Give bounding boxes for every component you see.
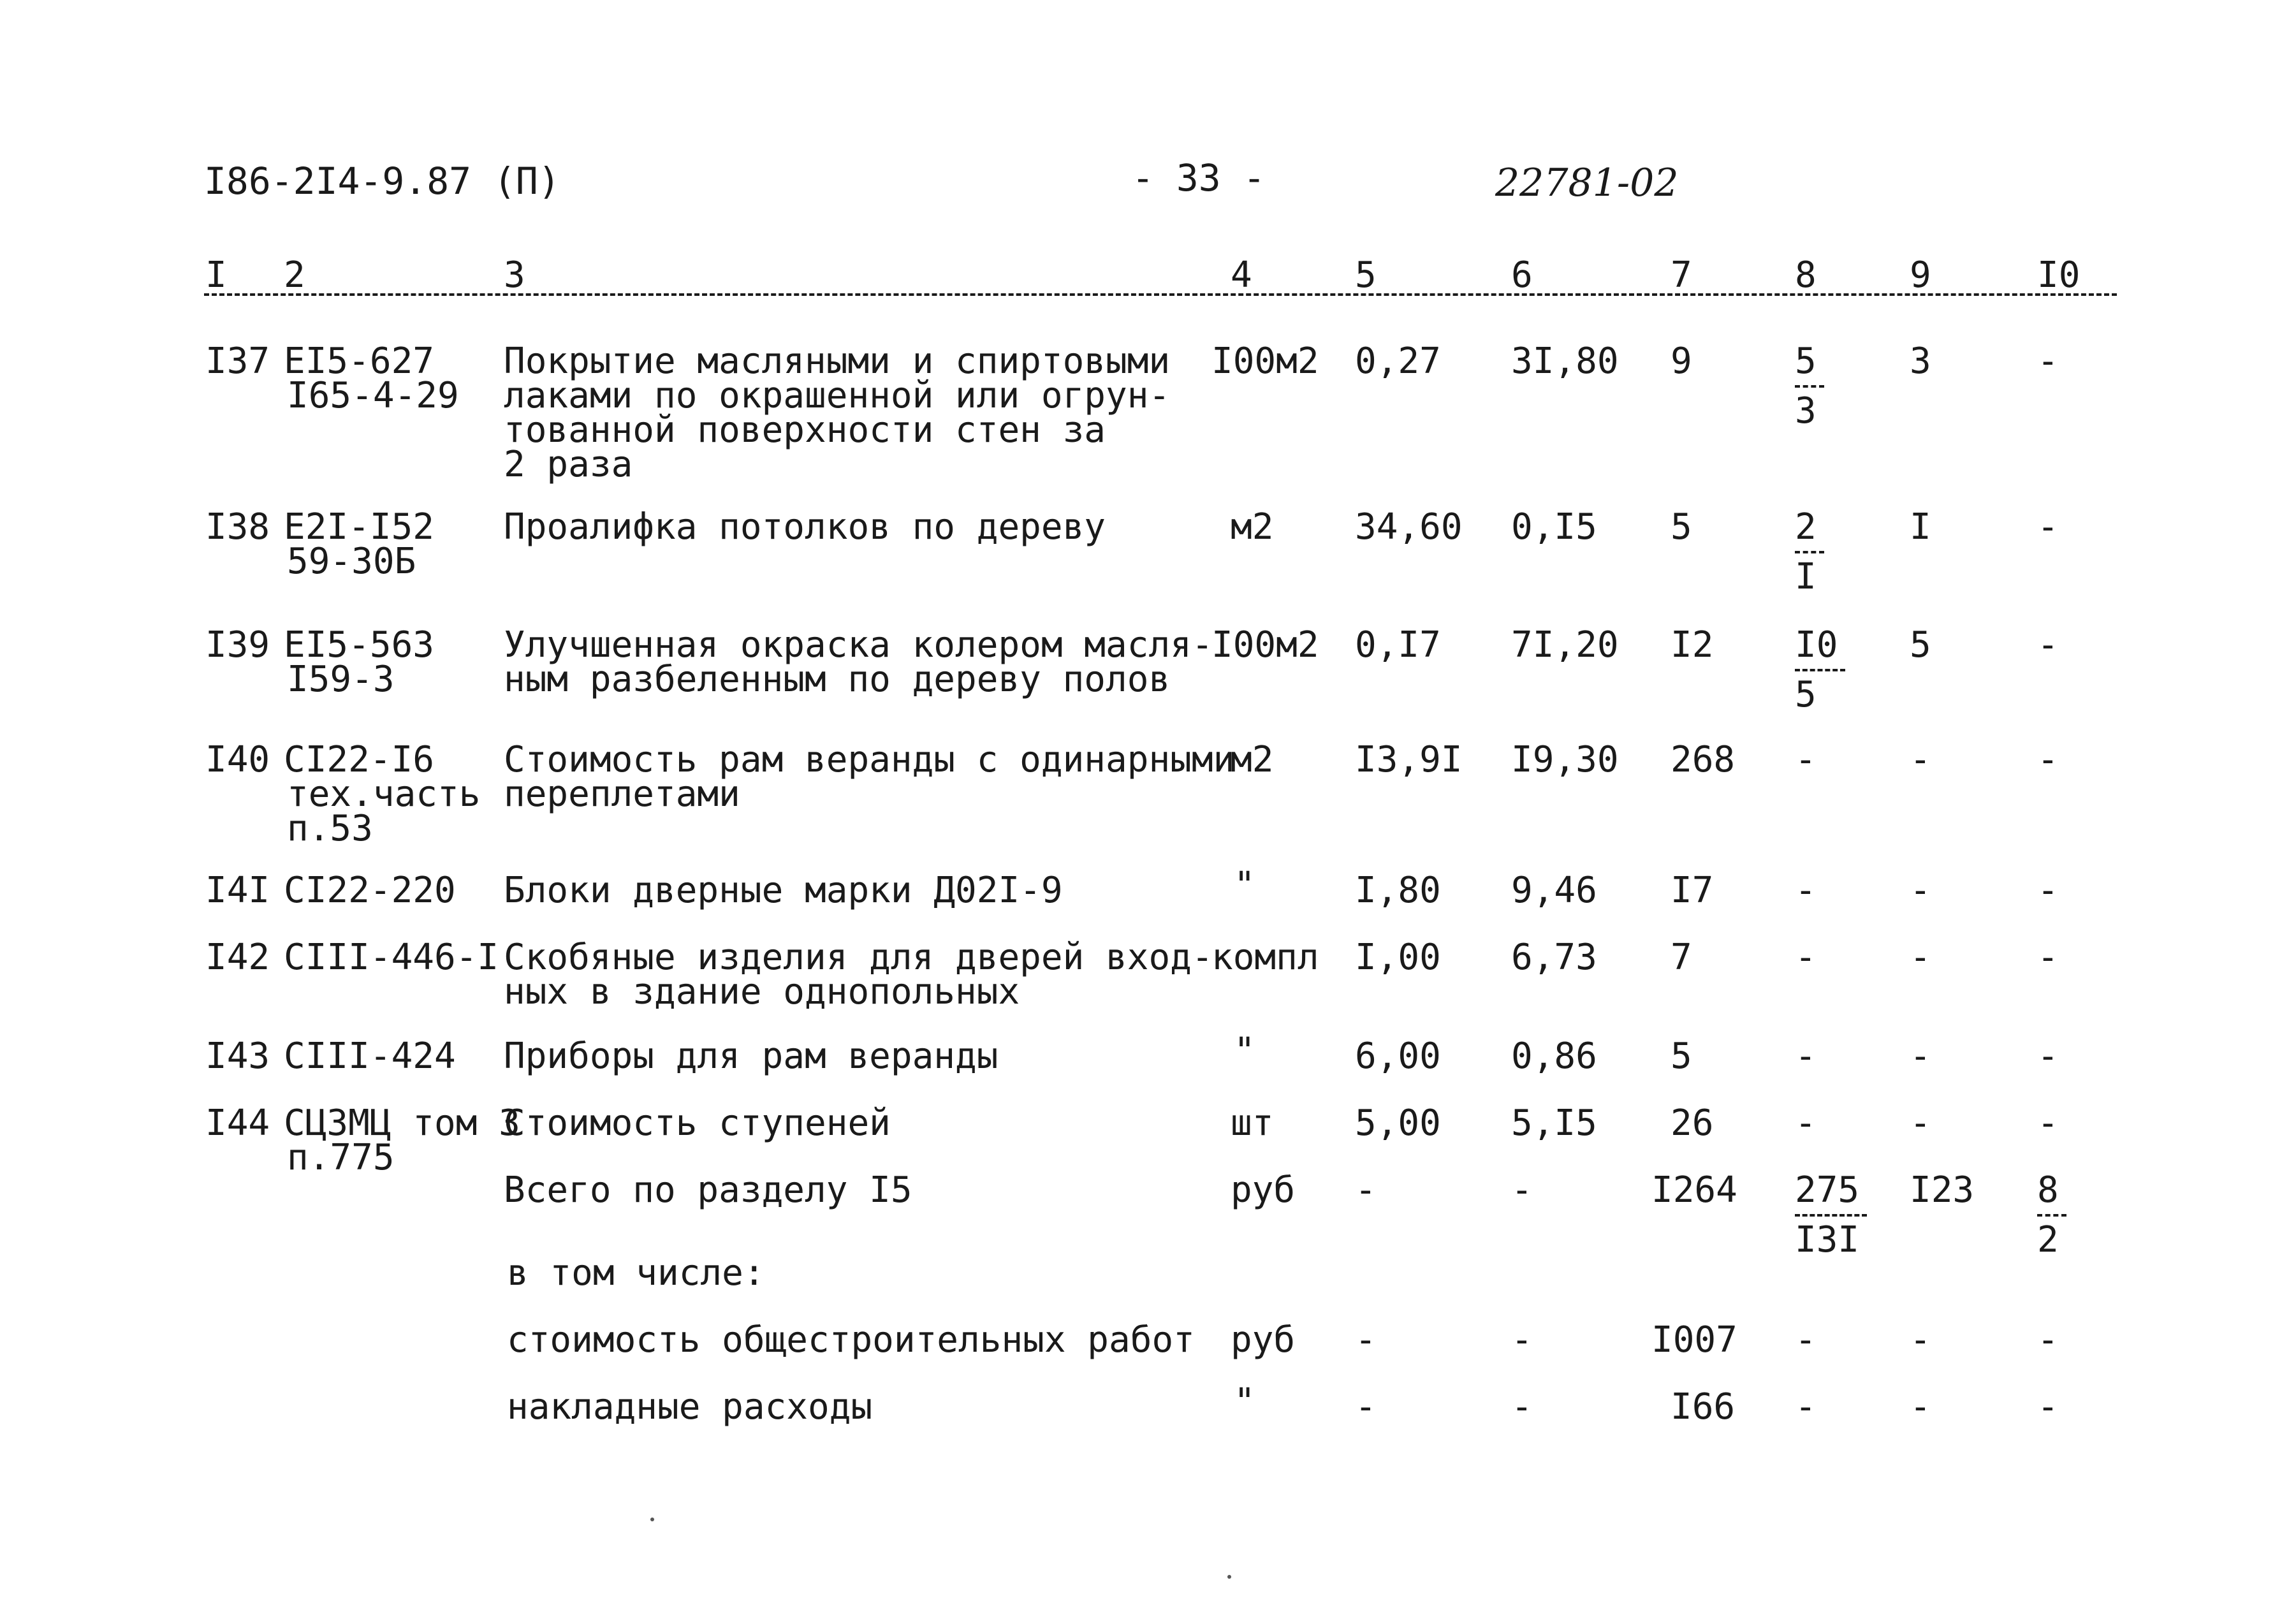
colnum-3: 3 — [504, 254, 525, 296]
col8-numerator: 275 — [1795, 1167, 1867, 1217]
col8-denominator: I — [1795, 556, 1817, 597]
total-cost: I2 — [1671, 624, 1714, 666]
unit: I00м2 — [1211, 340, 1319, 382]
col10-value: - — [2037, 1319, 2059, 1361]
colnum-10: I0 — [2037, 254, 2081, 296]
unit: I00м2 — [1211, 624, 1319, 666]
unit-price: I9,30 — [1511, 739, 1619, 780]
colnum-1: I — [205, 254, 227, 296]
section-total-label: Всего по разделу I5 — [504, 1169, 912, 1211]
document-code: I86-2I4-9.87 (П) — [204, 159, 560, 203]
col9-value: 5 — [1910, 624, 1931, 666]
work-description: Стоимость рам веранды с одинарными — [504, 739, 1235, 780]
row-number: I37 — [205, 340, 270, 382]
work-description: переплетами — [504, 773, 740, 815]
col8-value: - — [1795, 1386, 1817, 1428]
norm-code: I65-4-29 — [287, 375, 459, 416]
quantity: I,80 — [1355, 870, 1441, 911]
unit-price: 6,73 — [1511, 937, 1597, 978]
quantity: - — [1355, 1169, 1377, 1211]
norm-code: п.775 — [287, 1137, 395, 1178]
col8-numerator: I0 — [1795, 622, 1845, 671]
colnum-9: 9 — [1910, 254, 1931, 296]
col8-denominator: 5 — [1795, 674, 1817, 715]
col8-value: - — [1795, 1102, 1817, 1144]
work-description: Стоимость ступеней — [504, 1102, 891, 1144]
col8-fraction — [1795, 338, 1824, 435]
col8-denominator: 3 — [1795, 390, 1817, 432]
col10-value: - — [2037, 624, 2059, 666]
unit-price: 5,I5 — [1511, 1102, 1597, 1144]
col9-value: - — [1910, 1319, 1931, 1361]
norm-code: тех.часть — [287, 773, 481, 815]
total-cost: I007 — [1651, 1319, 1737, 1361]
norm-code: п.53 — [287, 808, 373, 849]
colnum-5: 5 — [1355, 254, 1377, 296]
work-description: Проалифка потолков по дереву — [504, 506, 1106, 548]
row-number: I43 — [205, 1035, 270, 1077]
work-description: Блоки дверные марки Д02I-9 — [504, 870, 1063, 911]
quantity: 34,60 — [1355, 506, 1463, 548]
work-description: лаками по окрашенной или огрун- — [504, 375, 1171, 416]
col9-value: 3 — [1910, 340, 1931, 382]
col8-fraction — [1795, 1167, 1867, 1264]
norm-code: E2I-I52 — [284, 506, 435, 548]
col8-fraction — [1795, 622, 1845, 719]
col8-fraction — [1795, 504, 1824, 601]
norm-code: 59-30Б — [287, 541, 416, 582]
quantity: - — [1355, 1386, 1377, 1428]
col10-value: - — [2037, 506, 2059, 548]
total-cost: I264 — [1651, 1169, 1737, 1211]
col8-value: - — [1795, 739, 1817, 780]
scan-speck — [650, 1518, 654, 1521]
col9-value: - — [1910, 739, 1931, 780]
unit-price: 0,86 — [1511, 1035, 1597, 1077]
colnum-8: 8 — [1795, 254, 1817, 296]
handwritten-id: 22781-02 — [1495, 161, 1679, 205]
total-cost: 26 — [1671, 1102, 1714, 1144]
total-cost: 5 — [1671, 506, 1692, 548]
norm-code: EI5-563 — [284, 624, 435, 666]
unit: м2 — [1231, 739, 1274, 780]
quantity: 5,00 — [1355, 1102, 1441, 1144]
row-number: I39 — [205, 624, 270, 666]
row-number: I42 — [205, 937, 270, 978]
work-description: Улучшенная окраска колером масля- — [504, 624, 1213, 666]
summary-label: стоимость общестроительных работ — [507, 1319, 1195, 1361]
col10-value: - — [2037, 937, 2059, 978]
unit: шт — [1231, 1102, 1274, 1144]
work-description: Скобяные изделия для дверей вход- — [504, 937, 1213, 978]
col10-value: - — [2037, 870, 2059, 911]
col9-value: - — [1910, 870, 1931, 911]
col9-value: - — [1910, 1102, 1931, 1144]
summary-label: накладные расходы — [507, 1386, 873, 1428]
col9-value: I — [1910, 506, 1931, 548]
col10-value: - — [2037, 1386, 2059, 1428]
quantity: 0,I7 — [1355, 624, 1441, 666]
col10-value: - — [2037, 739, 2059, 780]
col9-value: - — [1910, 937, 1931, 978]
norm-code: CIII-446-I — [284, 937, 499, 978]
col8-value: - — [1795, 1319, 1817, 1361]
unit-price: - — [1511, 1386, 1533, 1428]
col10-numerator: 8 — [2037, 1167, 2066, 1217]
col8-value: - — [1795, 937, 1817, 978]
unit: " — [1234, 865, 1255, 906]
total-cost: 5 — [1671, 1035, 1692, 1077]
quantity: I,00 — [1355, 937, 1441, 978]
col8-numerator: 2 — [1795, 504, 1824, 553]
unit-price: 0,I5 — [1511, 506, 1597, 548]
work-description: Приборы для рам веранды — [504, 1035, 998, 1077]
including-label: в том числе: — [507, 1252, 765, 1294]
col8-value: - — [1795, 870, 1817, 911]
norm-code: CIII-424 — [284, 1035, 456, 1077]
quantity: I3,9I — [1355, 739, 1463, 780]
row-number: I44 — [205, 1102, 270, 1144]
unit: " — [1234, 1030, 1255, 1072]
quantity: - — [1355, 1319, 1377, 1361]
header-rule — [204, 293, 2117, 296]
col10-value: - — [2037, 1102, 2059, 1144]
colnum-7: 7 — [1671, 254, 1692, 296]
colnum-4: 4 — [1231, 254, 1252, 296]
unit: руб — [1231, 1319, 1296, 1361]
work-description: ных в здание однопольных — [504, 971, 1020, 1013]
total-cost: 9 — [1671, 340, 1692, 382]
row-number: I4I — [205, 870, 270, 911]
norm-code: СЦЗМЦ том 3 — [284, 1102, 520, 1144]
work-description: 2 раза — [504, 444, 633, 485]
row-number: I40 — [205, 739, 270, 780]
work-description: тованной поверхности стен за — [504, 409, 1106, 451]
unit: компл — [1211, 937, 1319, 978]
unit: руб — [1231, 1169, 1296, 1211]
col10-fraction — [2037, 1167, 2066, 1264]
colnum-6: 6 — [1511, 254, 1533, 296]
norm-code: CI22-220 — [284, 870, 456, 911]
norm-code: EI5-627 — [284, 340, 435, 382]
norm-code: CI22-I6 — [284, 739, 435, 780]
unit-price: 3I,80 — [1511, 340, 1619, 382]
col10-denominator: 2 — [2037, 1219, 2059, 1261]
total-cost: 7 — [1671, 937, 1692, 978]
col9-value: I23 — [1910, 1169, 1975, 1211]
quantity: 6,00 — [1355, 1035, 1441, 1077]
work-description: Покрытие масляными и спиртовыми — [504, 340, 1171, 382]
col10-value: - — [2037, 1035, 2059, 1077]
col8-numerator: 5 — [1795, 338, 1824, 388]
col10-value: - — [2037, 340, 2059, 382]
unit-price: - — [1511, 1319, 1533, 1361]
unit-price: 7I,20 — [1511, 624, 1619, 666]
col9-value: - — [1910, 1386, 1931, 1428]
unit-price: 9,46 — [1511, 870, 1597, 911]
total-cost: I66 — [1671, 1386, 1736, 1428]
unit-price: - — [1511, 1169, 1533, 1211]
colnum-2: 2 — [284, 254, 305, 296]
quantity: 0,27 — [1355, 340, 1441, 382]
total-cost: I7 — [1671, 870, 1714, 911]
unit: " — [1234, 1381, 1255, 1423]
row-number: I38 — [205, 506, 270, 548]
col8-denominator: I3I — [1795, 1219, 1860, 1261]
unit: м2 — [1231, 506, 1274, 548]
scan-speck — [1227, 1575, 1231, 1579]
norm-code: I59-3 — [287, 659, 395, 700]
work-description: ным разбеленным по дереву полов — [504, 659, 1171, 700]
col8-value: - — [1795, 1035, 1817, 1077]
total-cost: 268 — [1671, 739, 1736, 780]
col9-value: - — [1910, 1035, 1931, 1077]
page-number: - 33 - — [1132, 156, 1266, 200]
